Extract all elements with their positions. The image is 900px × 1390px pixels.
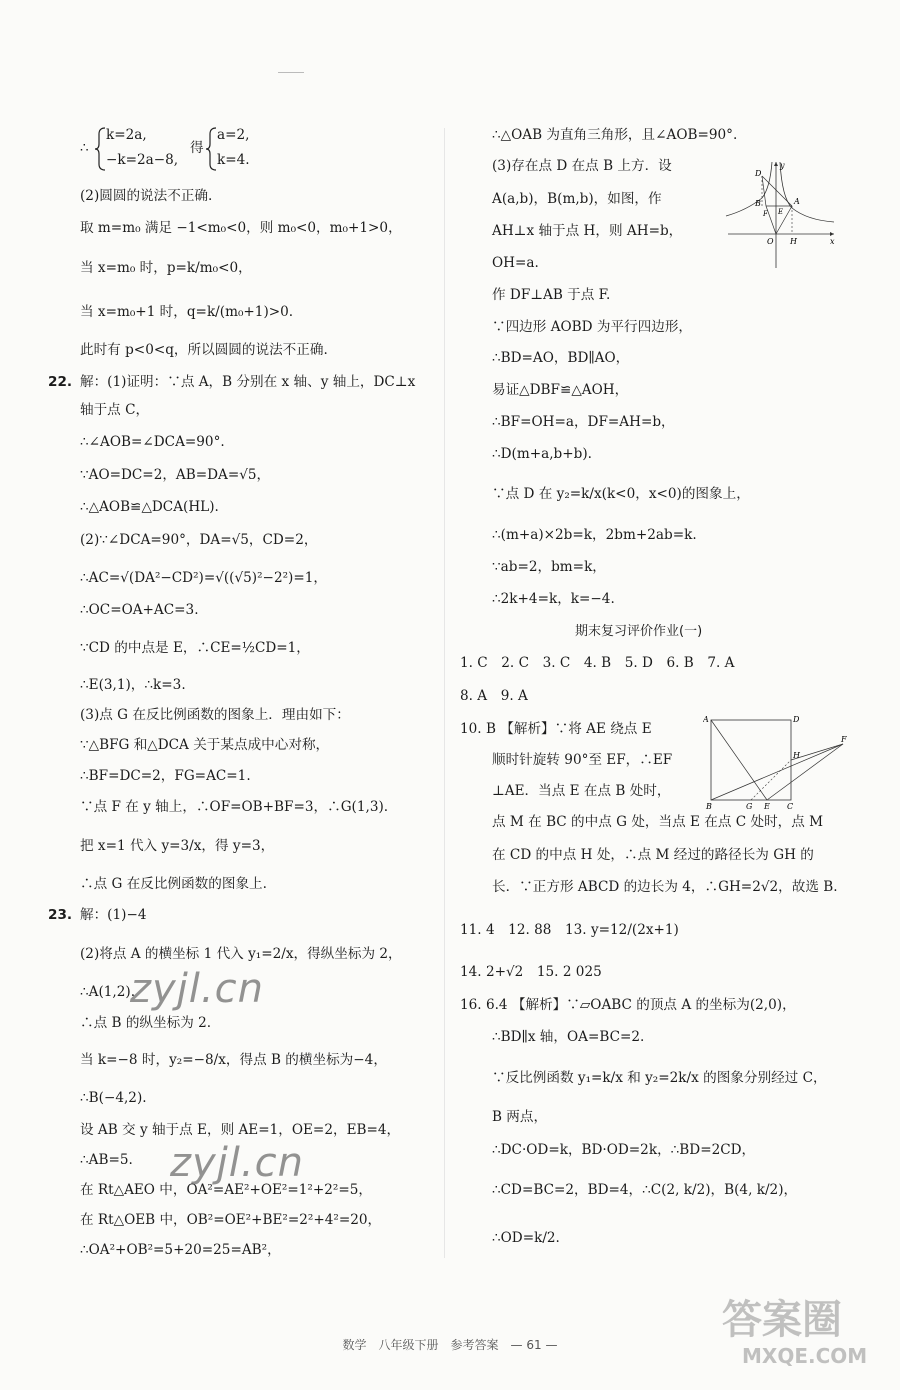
system2-eq1: a=2,: [217, 127, 250, 143]
watermark-mxqe: MXQE.COM: [742, 1344, 868, 1368]
q16-line: ∴DC·OD=k，BD·OD=2k，∴BD=2CD，: [492, 1142, 756, 1158]
label-O: O: [767, 237, 774, 246]
q23-line: 在 Rt△OEB 中，OB²=OE²+BE²=2²+4²=20，: [80, 1212, 382, 1228]
q23-line: ∴OA²+OB²=5+20=25=AB²，: [80, 1242, 281, 1258]
q22-line: ∴△AOB≌△DCA(HL).: [80, 499, 219, 515]
q23-head: 解：(1)−4: [80, 907, 147, 923]
q23-line: 设 AB 交 y 轴于点 E，则 AE=1，OE=2，EB=4，: [80, 1122, 401, 1138]
label-E2: E: [764, 802, 770, 811]
de-text: 得: [190, 140, 204, 156]
q23-line: ∴A(1,2).: [80, 984, 136, 1000]
therefore-symbol: ∴: [80, 140, 89, 156]
q21-when1: 当 x=m₀ 时，p=k/m₀<0，: [80, 260, 252, 276]
label-F2: F: [841, 735, 847, 744]
q22-line: ∵AO=DC=2，AB=DA=√5，: [80, 467, 271, 483]
q22-line: 轴于点 C，: [80, 402, 150, 418]
q22-line: (3)点 G 在反比例函数的图象上．理由如下：: [80, 707, 350, 723]
label-B: B: [755, 199, 761, 208]
q21-p2: (2)圆圆的说法不正确.: [80, 188, 213, 204]
q16-line: 16. 6.4 【解析】∵▱OABC 的顶点 A 的坐标为(2,0)，: [460, 997, 796, 1013]
q16-line: ∴OD=k/2.: [492, 1230, 560, 1246]
q22-line: ∴E(3,1)，∴k=3.: [80, 677, 186, 693]
r-line: ∴BD=AO，BD∥AO，: [492, 350, 630, 366]
label-D: D: [755, 169, 762, 178]
system2-eq2: k=4.: [217, 152, 250, 168]
q23-line: 在 Rt△AEO 中，OA²=AE²+OE²=1²+2²=5，: [80, 1182, 372, 1198]
system1-eq2: −k=2a−8,: [106, 152, 179, 168]
answers-1-7: 1. C 2. C 3. C 4. B 5. D 6. B 7. A: [460, 655, 735, 671]
q22-line: ∵点 F 在 y 轴上，∴OF=OB+BF=3，∴G(1,3).: [80, 799, 389, 815]
q22-line: 把 x=1 代入 y=3/x，得 y=3，: [80, 838, 275, 854]
answers-14-15: 14. 2+√2 15. 2 025: [460, 964, 602, 980]
label-H: H: [790, 237, 797, 246]
watermark-zyjl-1: zyjl.cn: [130, 966, 264, 1012]
answers-8-9: 8. A 9. A: [460, 688, 528, 704]
page-footer: 数学 八年级下册 参考答案 — 61 —: [342, 1338, 558, 1352]
hyperbola-figure: [722, 158, 840, 270]
q22-head: 解：(1)证明：∵点 A，B 分别在 x 轴、y 轴上，DC⊥x: [80, 374, 416, 390]
square-figure: [703, 712, 853, 812]
watermark-daanquan: 答案圈: [722, 1297, 842, 1343]
column-divider: [444, 128, 445, 1258]
r-line: ∴△OAB 为直角三角形，且∠AOB=90°.: [492, 127, 738, 143]
q23-line: ∴AB=5.: [80, 1152, 133, 1168]
r-line: OH=a.: [492, 255, 539, 271]
q22-line: ∴BF=DC=2，FG=AC=1.: [80, 768, 251, 784]
label-y: y: [780, 161, 785, 170]
q22-line: (2)∵∠DCA=90°，DA=√5，CD=2，: [80, 532, 318, 548]
q10-line: ⊥AE．当点 E 在点 B 处时，: [492, 783, 671, 799]
r-line: ∴BF=OH=a，DF=AH=b，: [492, 414, 675, 430]
q16-line: ∴CD=BC=2，BD=4，∴C(2, k/2)，B(4, k/2)，: [492, 1182, 798, 1198]
q21-conclusion: 此时有 p<0<q，所以圆圆的说法不正确.: [80, 342, 328, 358]
label-D2: D: [793, 715, 800, 724]
label-B2: B: [706, 802, 712, 811]
q22-number: 22.: [48, 374, 73, 390]
r-line: AH⊥x 轴于点 H，则 AH=b，: [492, 223, 683, 239]
q22-line: ∴点 G 在反比例函数的图象上.: [80, 876, 267, 892]
q22-line: ∴∠AOB=∠DCA=90°.: [80, 434, 225, 450]
r-line: 易证△DBF≌△AOH，: [492, 382, 629, 398]
q22-line: ∵CD 的中点是 E，∴CE=½CD=1，: [80, 640, 310, 656]
q16-line: B 两点，: [492, 1109, 548, 1125]
r-line: ∴(m+a)×2b=k，2bm+2ab=k.: [492, 527, 697, 543]
q21-take: 取 m=m₀ 满足 −1<m₀<0，则 m₀<0，m₀+1>0，: [80, 220, 402, 236]
q10-line: 顺时针旋转 90°至 EF，∴EF: [492, 752, 673, 768]
r-line: 作 DF⊥AB 于点 F.: [492, 287, 611, 303]
system1-eq1: k=2a,: [106, 127, 147, 143]
q10-line: 在 CD 的中点 H 处，∴点 M 经过的路径长为 GH 的: [492, 847, 814, 863]
section-title: 期末复习评价作业(一): [575, 624, 703, 639]
q23-line: (2)将点 A 的横坐标 1 代入 y₁=2/x，得纵坐标为 2，: [80, 946, 402, 962]
q23-line: 当 k=−8 时，y₂=−8/x，得点 B 的横坐标为−4，: [80, 1052, 387, 1068]
q23-line: ∴点 B 的纵坐标为 2.: [80, 1015, 212, 1031]
r-line: ∵ab=2，bm=k，: [492, 559, 606, 575]
label-H2: H: [793, 751, 800, 760]
q10-line: 点 M 在 BC 的中点 G 处，当点 E 在点 C 处时，点 M: [492, 814, 824, 830]
label-F: F: [763, 210, 768, 218]
q22-line: ∵△BFG 和△DCA 关于某点成中心对称，: [80, 737, 330, 753]
q16-line: ∴BD∥x 轴，OA=BC=2.: [492, 1029, 645, 1045]
r-line: ∴2k+4=k，k=−4.: [492, 591, 615, 607]
q22-line: ∴OC=OA+AC=3.: [80, 602, 199, 618]
r-line: ∴D(m+a,b+b).: [492, 446, 592, 462]
watermark-zyjl-2: zyjl.cn: [170, 1140, 304, 1186]
label-A2: A: [703, 715, 709, 724]
q23-number: 23.: [48, 907, 73, 923]
label-C2: C: [787, 802, 794, 811]
label-x: x: [830, 237, 835, 246]
label-A: A: [794, 197, 800, 206]
q22-line: ∴AC=√(DA²−CD²)=√((√5)²−2²)=1，: [80, 570, 327, 586]
q16-line: ∵反比例函数 y₁=k/x 和 y₂=2k/x 的图象分别经过 C，: [492, 1070, 827, 1086]
q10-line: 10. B 【解析】∵将 AE 绕点 E: [460, 721, 652, 737]
top-dash: [278, 72, 304, 73]
r-line: A(a,b)，B(m,b)，如图，作: [492, 191, 662, 207]
r-line: ∵点 D 在 y₂=k/x(k<0，x<0)的图象上，: [492, 486, 750, 502]
q21-when2: 当 x=m₀+1 时，q=k/(m₀+1)>0.: [80, 304, 294, 320]
label-G2: G: [746, 802, 753, 811]
answers-11-13: 11. 4 12. 88 13. y=12/(2x+1): [460, 922, 679, 938]
q10-line: 长．∵正方形 ABCD 的边长为 4，∴GH=2√2，故选 B.: [492, 879, 838, 895]
r-line: (3)存在点 D 在点 B 上方．设: [492, 158, 672, 174]
q23-line: ∴B(−4,2).: [80, 1090, 147, 1106]
label-E: E: [778, 208, 784, 216]
r-line: ∵四边形 AOBD 为平行四边形，: [492, 319, 693, 335]
